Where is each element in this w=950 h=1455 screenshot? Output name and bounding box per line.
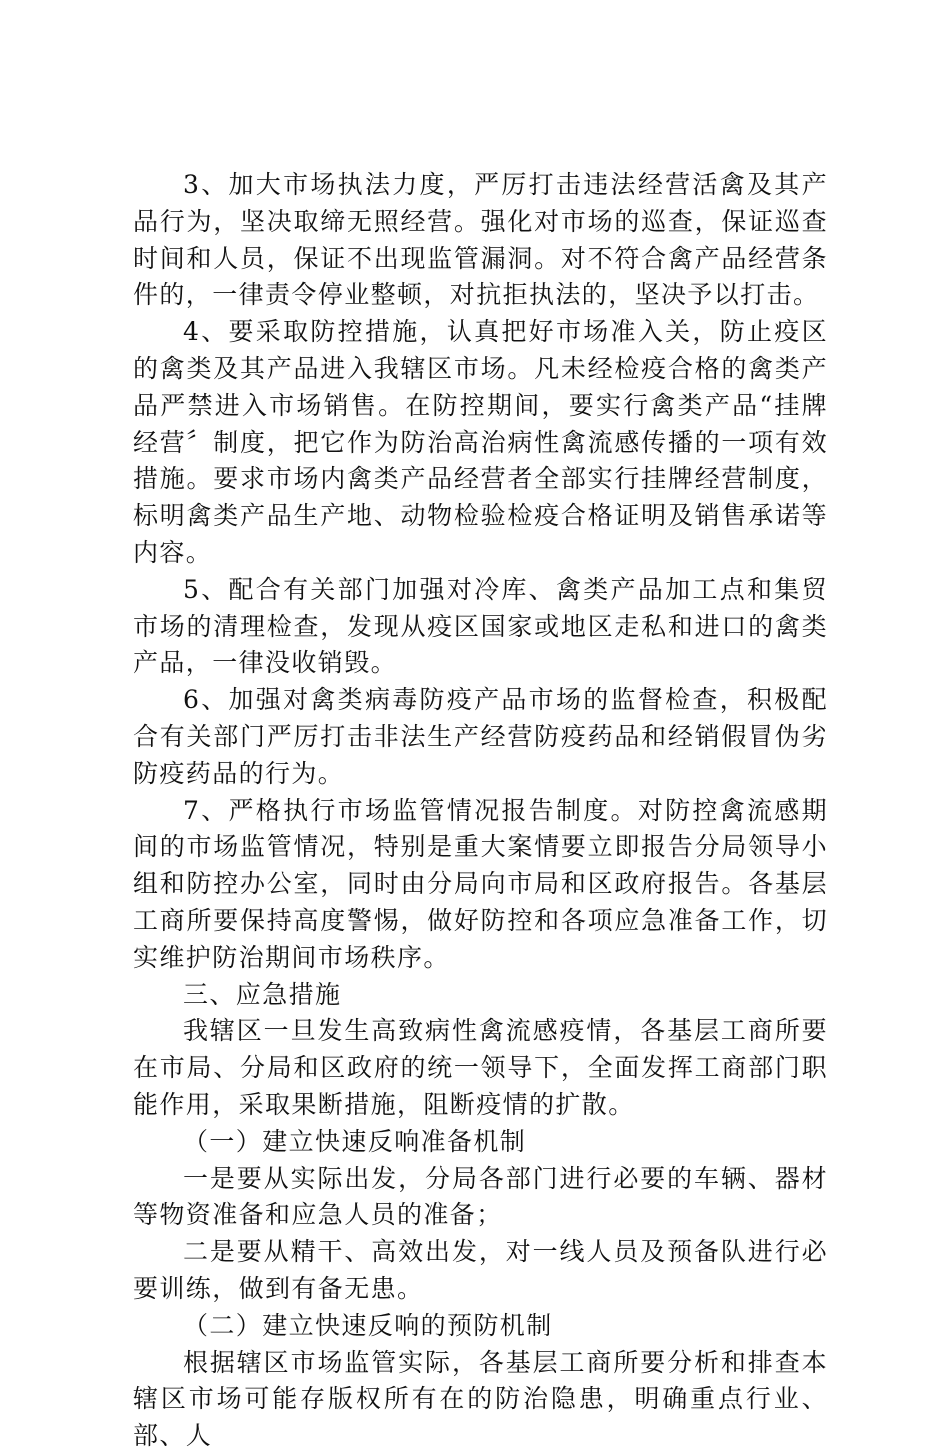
subheading-rapid-response-prevention: （二）建立快速反响的预防机制 bbox=[183, 1310, 553, 1340]
paragraph-item-3: 3、加大市场执法力度，严厉打击违法经营活禽及其产品行为，坚决取缔无照经营。强化对市场的巡查，保证巡查时间和人员，保证不出现监管漏洞。对不符合禽产品经营条件的，一律责令停业整顿，对抗拒执法的，坚决予以打击。 bbox=[133, 170, 828, 310]
paragraph-preparation-two: 二是要从精干、高效出发，对一线人员及预备队进行必要训练，做到有备无患。 bbox=[133, 1237, 828, 1303]
paragraph-preparation-one: 一是要从实际出发，分局各部门进行必要的车辆、器材等物资准备和应急人员的准备； bbox=[133, 1163, 828, 1230]
subheading-rapid-response-preparation: （一）建立快速反响准备机制 bbox=[183, 1126, 527, 1156]
section-heading-emergency-measures: 三、应急措施 bbox=[183, 979, 342, 1009]
document-body bbox=[133, 167, 828, 1455]
paragraph-emergency-intro: 我辖区一旦发生高致病性禽流感疫情，各基层工商所要在市局、分局和区政府的统一领导下，全面发挥工商部门职能作用，采取果断措施，阻断疫情的扩散。 bbox=[133, 1016, 828, 1119]
paragraph-item-4: 4、要采取防控措施，认真把好市场准入关，防止疫区的禽类及其产品进入我辖区市场。凡未经检疫合格的禽类产品严禁进入市场销售。在防控期间，要实行禽类产品“挂牌经营〞制度，把它作为防治高治病性禽流感传播的一项有效措施。要求市场内禽类产品经营者全部实行挂牌经营制度，标明禽类产品生产地、动物检验检疫合格证明及销售承诺等内容。 bbox=[133, 317, 828, 567]
paragraph-item-5: 5、配合有关部门加强对冷库、禽类产品加工点和集贸市场的清理检查，发现从疫区国家或地区走私和进口的禽类产品，一律没收销毁。 bbox=[133, 574, 828, 678]
paragraph-item-6: 6、加强对禽类病毒防疫产品市场的监督检查，积极配合有关部门严厉打击非法生产经营防疫药品和经销假冒伪劣防疫药品的行为。 bbox=[133, 685, 828, 788]
paragraph-item-7: 7、严格执行市场监管情况报告制度。对防控禽流感期间的市场监管情况，特别是重大案情要立即报告分局领导小组和防控办公室，同时由分局向市局和区政府报告。各基层工商所要保持高度警惕，做好防控和各项应急准备工作，切实维护防治期间市场秩序。 bbox=[133, 795, 828, 972]
paragraph-prevention-body: 根据辖区市场监管实际，各基层工商所要分析和排查本辖区市场可能存版权所有在的防治隐患，明确重点行业、部、人 bbox=[133, 1347, 828, 1451]
